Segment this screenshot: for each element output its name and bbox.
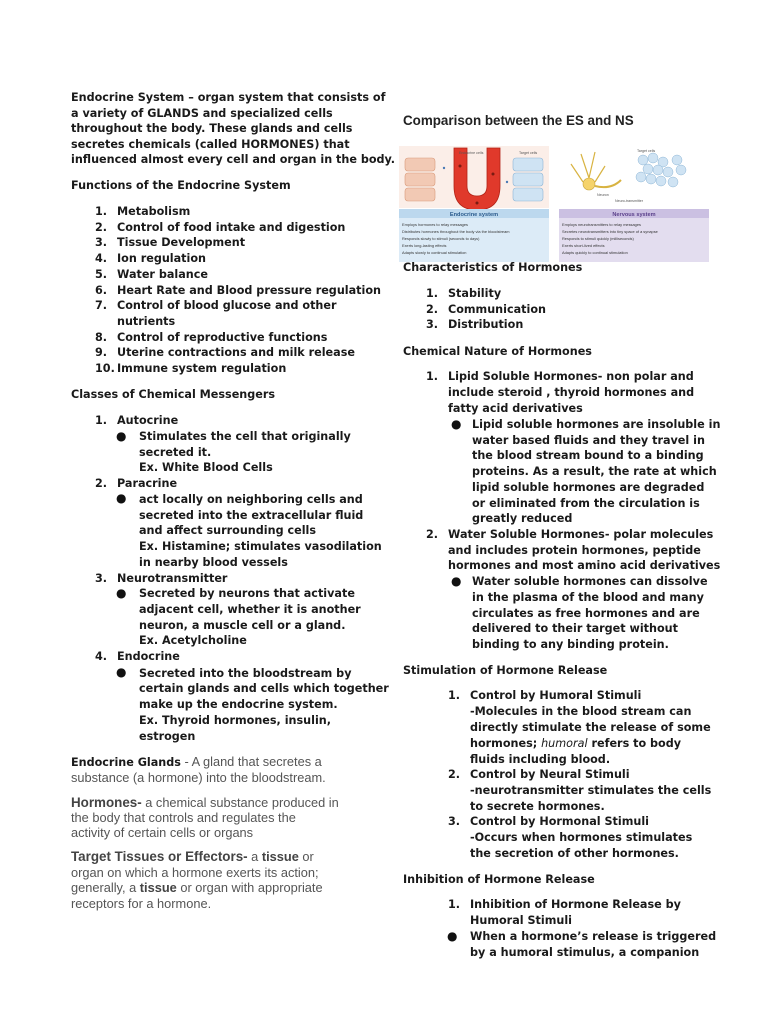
endocrine-panel-title: Endocrine system bbox=[449, 212, 499, 218]
figure-tiny-label: Neuro-transmitter bbox=[615, 199, 643, 203]
list-number: 1. bbox=[426, 287, 439, 300]
glands-term: Endocrine Glands bbox=[71, 756, 181, 769]
chem-line: include steroid , thyroid hormones and bbox=[448, 386, 695, 399]
class-line: Ex. Acetylcholine bbox=[139, 634, 247, 648]
figure-tiny-label: Neuron bbox=[597, 193, 609, 197]
stim-title: Control by Humoral Stimuli bbox=[470, 689, 642, 702]
chem-bullet-line: water based fluids and they travel in bbox=[472, 433, 705, 447]
list-number: 2. bbox=[426, 302, 439, 316]
endocrine-point: Adapts slowly to continual stimulation bbox=[402, 250, 467, 255]
nervous-point: Responds to stimuli quickly (milliseconds) bbox=[562, 236, 634, 241]
list-number: 1. bbox=[426, 370, 439, 383]
chem-line: hormones and most amino acid derivatives bbox=[448, 559, 721, 573]
list-number: 9. bbox=[95, 346, 108, 360]
characteristics-heading: Characteristics of Hormones bbox=[403, 261, 583, 274]
nervous-point: Secretes neurotransmitters into tiny space of a synapse bbox=[562, 229, 658, 234]
list-item: nutrients bbox=[117, 314, 176, 328]
class-line: Stimulates the cell that originally bbox=[139, 430, 351, 443]
endocrine-point: Distributes hormones throughout the body via the bloodstream bbox=[402, 229, 510, 234]
intro-line: a variety of GLANDS and specialized cells bbox=[71, 106, 333, 120]
list-number: 5. bbox=[95, 267, 108, 281]
list-number: 4. bbox=[95, 252, 108, 266]
list-number: 7. bbox=[95, 299, 108, 313]
target-text: or bbox=[298, 849, 314, 864]
nervous-panel-title: Nervous system bbox=[612, 212, 656, 218]
chem-bullet-line: the blood stream bound to a binding bbox=[472, 449, 704, 463]
stim-line: -neurotransmitter stimulates the cells bbox=[470, 784, 712, 797]
class-line: adjacent cell, whether it is another bbox=[139, 602, 361, 616]
bullet-icon: ● bbox=[447, 929, 458, 943]
list-number: 10. bbox=[95, 362, 115, 375]
class-line: and affect surrounding cells bbox=[139, 524, 317, 538]
comparison-figure bbox=[399, 146, 709, 262]
target-term: Target Tissues or Effectors- bbox=[71, 849, 248, 864]
list-item: Communication bbox=[448, 302, 546, 316]
list-number: 1. bbox=[448, 689, 461, 702]
stimulation-heading: Stimulation of Hormone Release bbox=[403, 664, 608, 677]
bullet-icon: ● bbox=[116, 491, 127, 505]
class-line: Ex. White Blood Cells bbox=[139, 461, 273, 475]
chem-bullet-line: or eliminated from the circulation is bbox=[472, 496, 700, 510]
chem-bullet-line: lipid soluble hormones are degraded bbox=[472, 480, 705, 494]
list-number: 2. bbox=[95, 220, 108, 234]
list-item: Control of blood glucose and other bbox=[117, 299, 337, 313]
class-line: Ex. Thyroid hormones, insulin, bbox=[139, 713, 332, 727]
endocrine-point: Responds slowly to stimuli (seconds to days) bbox=[402, 236, 480, 241]
target-tissue-word: tissue bbox=[261, 849, 299, 864]
list-number: 8. bbox=[95, 330, 108, 344]
list-number: 3. bbox=[95, 236, 108, 250]
stim-line: -Occurs when hormones stimulates bbox=[470, 831, 693, 844]
class-line: Ex. Histamine; stimulates vasodilation bbox=[139, 540, 382, 554]
stim-line: the secretion of other hormones. bbox=[470, 847, 679, 860]
hormones-text: the body that controls and regulates the bbox=[71, 810, 296, 825]
class-line: act locally on neighboring cells and bbox=[139, 493, 363, 506]
list-item: Distribution bbox=[448, 318, 524, 332]
chem-line: Lipid Soluble Hormones- non polar and bbox=[448, 370, 694, 383]
intro-line: throughout the body. These glands and cells bbox=[71, 122, 353, 135]
list-number: 3. bbox=[95, 571, 108, 585]
stim-title: Control by Hormonal Stimuli bbox=[470, 815, 650, 828]
stim-line: fluids including blood. bbox=[470, 753, 611, 766]
target-text: generally, a bbox=[71, 880, 140, 895]
inh-bullet-line: by a humoral stimulus, a companion bbox=[470, 946, 700, 959]
list-item: Ion regulation bbox=[117, 252, 207, 266]
stim-italic-word: humoral bbox=[541, 737, 588, 750]
hormones-text: activity of certain cells or organs bbox=[71, 825, 254, 840]
glands-text: - A gland that secretes a bbox=[180, 754, 322, 769]
list-number: 3. bbox=[448, 815, 461, 828]
bullet-icon: ● bbox=[451, 417, 462, 431]
bullet-icon: ● bbox=[116, 429, 127, 443]
class-line: Secreted by neurons that activate bbox=[139, 587, 355, 601]
chem-bullet-line: greatly reduced bbox=[472, 512, 573, 526]
hormones-term: Hormones- bbox=[71, 795, 142, 810]
list-number: 4. bbox=[95, 650, 108, 663]
endocrine-illustration bbox=[399, 146, 549, 210]
glands-definition bbox=[71, 754, 322, 771]
chem-line: fatty acid derivatives bbox=[448, 402, 583, 415]
target-line bbox=[71, 880, 323, 897]
bullet-icon: ● bbox=[116, 586, 127, 600]
target-text: receptors for a hormone. bbox=[71, 895, 212, 911]
list-item: Uterine contractions and milk release bbox=[117, 346, 355, 360]
stim-text: refers to body bbox=[587, 737, 682, 750]
chem-bullet-line: binding to any binding protein. bbox=[472, 637, 669, 651]
class-title: Paracrine bbox=[117, 477, 178, 490]
inhibition-heading: Inhibition of Hormone Release bbox=[403, 873, 595, 886]
figure-tiny-label: Endocrine cells bbox=[459, 151, 484, 155]
chem-line: Water Soluble Hormones- polar molecules bbox=[448, 528, 714, 541]
glands-text: substance (a hormone) into the bloodstream. bbox=[71, 769, 326, 785]
stim-line bbox=[470, 736, 681, 752]
class-line: secreted into the extracellular fluid bbox=[139, 508, 364, 522]
list-number: 1. bbox=[95, 414, 108, 427]
class-line: Secreted into the bloodstream by bbox=[139, 666, 352, 680]
chem-bullet-line: proteins. As a result, the rate at which bbox=[472, 465, 717, 479]
hormones-text: a chemical substance produced in bbox=[141, 795, 339, 810]
stim-line: directly stimulate the release of some bbox=[470, 721, 711, 734]
nervous-point: Employs neurotransmitters to relay messages bbox=[562, 222, 641, 227]
list-number: 2. bbox=[448, 768, 461, 781]
chem-bullet-line: delivered to their target without bbox=[472, 622, 678, 636]
stim-title: Control by Neural Stimuli bbox=[470, 768, 630, 781]
class-line: secreted it. bbox=[139, 445, 212, 459]
class-line: certain glands and cells which together bbox=[139, 682, 389, 696]
functions-heading: Functions of the Endocrine System bbox=[71, 179, 291, 192]
intro-line: secretes chemicals (called HORMONES) that bbox=[71, 137, 350, 151]
list-item: Stability bbox=[448, 287, 502, 300]
inh-line: Inhibition of Hormone Release by bbox=[470, 898, 681, 911]
chem-bullet-line: in the plasma of the blood and many bbox=[472, 590, 704, 604]
bullet-icon: ● bbox=[116, 665, 127, 679]
list-number: 2. bbox=[95, 477, 108, 490]
bullet-icon: ● bbox=[451, 574, 462, 588]
endocrine-point: Employs hormones to relay messages bbox=[402, 222, 468, 227]
class-line: estrogen bbox=[139, 729, 196, 743]
list-item: Immune system regulation bbox=[117, 362, 287, 375]
list-item: Tissue Development bbox=[117, 236, 246, 250]
list-number: 6. bbox=[95, 283, 108, 297]
stim-line: to secrete hormones. bbox=[470, 800, 605, 813]
comparison-heading: Comparison between the ES and NS bbox=[403, 113, 634, 128]
chem-line: and includes protein hormones, peptide bbox=[448, 543, 701, 557]
target-text: organ on which a hormone exerts its action; bbox=[71, 864, 319, 880]
class-title: Autocrine bbox=[117, 414, 179, 427]
list-number: 2. bbox=[426, 528, 439, 541]
list-item: Heart Rate and Blood pressure regulation bbox=[117, 283, 381, 297]
stim-line: -Molecules in the blood stream can bbox=[470, 705, 692, 718]
target-definition bbox=[71, 849, 314, 866]
target-text: a bbox=[247, 849, 262, 864]
list-number: 3. bbox=[426, 318, 439, 332]
nervous-point: Exerts short-lived effects bbox=[562, 243, 605, 248]
list-number: 1. bbox=[95, 205, 108, 218]
chem-bullet-line: Water soluble hormones can dissolve bbox=[472, 575, 708, 589]
class-title: Neurotransmitter bbox=[117, 571, 228, 585]
class-line: neuron, a muscle cell or a gland. bbox=[139, 618, 346, 632]
class-line: make up the endocrine system. bbox=[139, 698, 338, 712]
inh-bullet-line: When a hormone’s release is triggered bbox=[470, 930, 717, 943]
class-title: Endocrine bbox=[117, 650, 180, 663]
target-tissue-word: tissue bbox=[139, 880, 177, 895]
list-number: 1. bbox=[448, 898, 461, 911]
classes-heading: Classes of Chemical Messengers bbox=[71, 388, 276, 401]
figure-tiny-label: Target cells bbox=[637, 149, 656, 153]
stim-text: hormones; bbox=[470, 737, 542, 750]
endocrine-point: Exerts long-lasting effects bbox=[402, 243, 447, 248]
chem-bullet-line: circulates as free hormones and are bbox=[472, 606, 700, 620]
chem-bullet-line: Lipid soluble hormones are insoluble in bbox=[472, 418, 721, 431]
chemical-heading: Chemical Nature of Hormones bbox=[403, 345, 592, 358]
class-line: in nearby blood vessels bbox=[139, 555, 288, 569]
target-text: or organ with appropriate bbox=[176, 880, 323, 895]
nervous-point: Adapts quickly to continual stimulation bbox=[562, 250, 628, 255]
inh-line: Humoral Stimuli bbox=[470, 914, 572, 927]
intro-line: Endocrine System – organ system that consists of bbox=[71, 91, 386, 104]
list-item: Metabolism bbox=[117, 205, 191, 218]
list-item: Control of reproductive functions bbox=[117, 330, 328, 344]
figure-tiny-label: Target cells bbox=[519, 151, 538, 155]
list-item: Water balance bbox=[117, 267, 208, 281]
list-item: Control of food intake and digestion bbox=[117, 220, 346, 234]
intro-line: influenced almost every cell and organ in the body. bbox=[71, 153, 396, 166]
